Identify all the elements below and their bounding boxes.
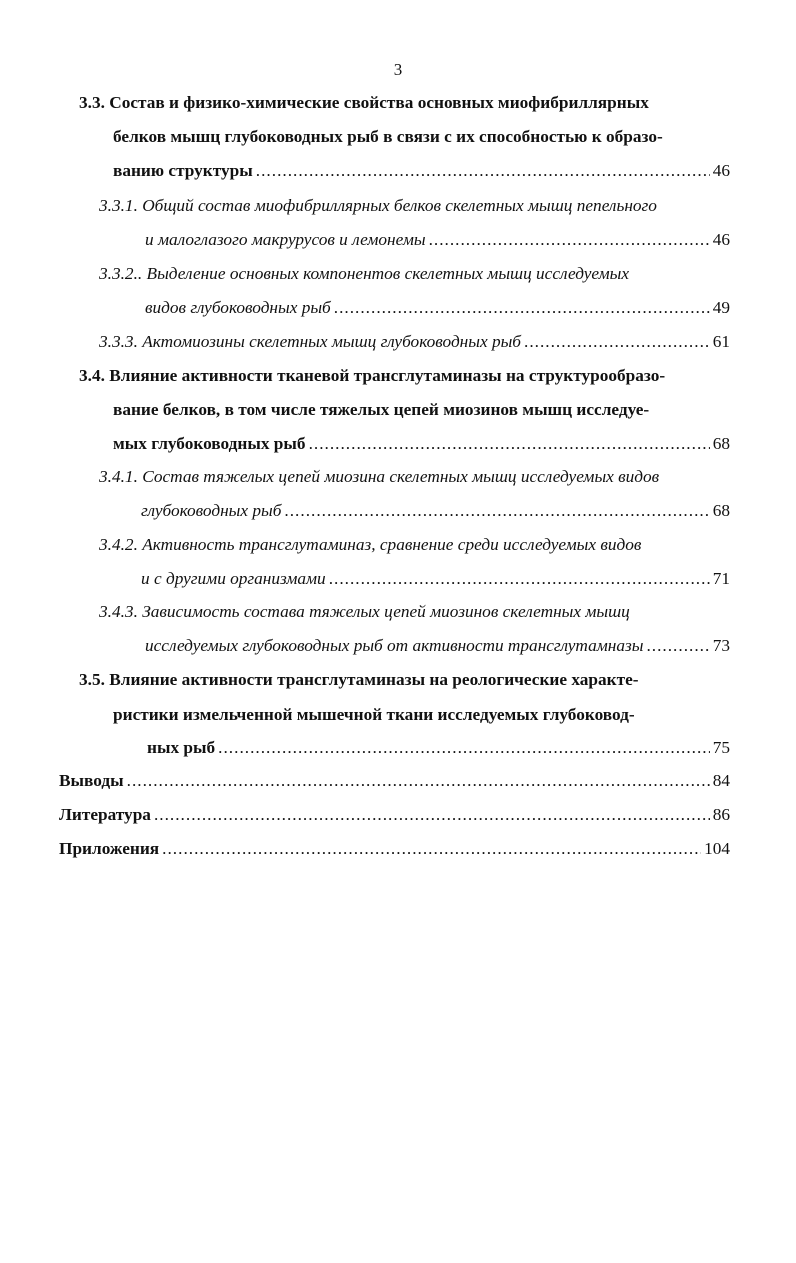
dot-leader — [524, 332, 710, 352]
toc-entry-appendices-title: Приложения — [59, 839, 160, 858]
toc-heading-3-4-1-line1: 3.4.1. Состав тяжелых цепей миозина скелетных мышц исследуемых видов — [99, 467, 660, 486]
toc-entry-conclusions[interactable] — [59, 771, 730, 791]
toc-entry-3-4-3-page: 73 — [712, 636, 730, 655]
dot-leader — [256, 161, 710, 181]
toc-entry-3-4-3-title: исследуемых глубоководных рыб от активности трансглутамназы — [145, 636, 644, 655]
toc-entry-3-3[interactable] — [113, 161, 730, 181]
toc-entry-3-3-1-title: и малоглазого макрурусов и лемонемы — [145, 230, 426, 249]
toc-entry-3-3-page: 46 — [712, 161, 730, 180]
toc-entry-3-5-title: ных рыб — [147, 738, 216, 757]
toc-entry-conclusions-title: Выводы — [59, 771, 124, 790]
dot-leader — [646, 636, 709, 656]
toc-heading-3-4-2-line1: 3.4.2. Активность трансглутаминаз, сравнение среди исследуемых видов — [99, 535, 642, 554]
toc-heading-3-3-line2: белков мышц глубоководных рыб в связи с их способностью к образо- — [113, 127, 663, 146]
dot-leader — [162, 839, 701, 859]
toc-heading-3-4-line2: вание белков, в том числе тяжелых цепей миозинов мышц исследуе- — [113, 400, 650, 419]
toc-entry-3-4-3[interactable] — [145, 636, 730, 656]
toc-heading-3-5-line2: ристики измельченной мышечной ткани исследуемых глубоковод- — [113, 705, 635, 724]
toc-entry-3-3-3[interactable] — [99, 332, 730, 352]
toc-entry-3-4-1[interactable] — [141, 501, 730, 521]
dot-leader — [429, 230, 710, 250]
toc-entry-3-4[interactable] — [113, 434, 730, 454]
toc-entry-3-3-1[interactable] — [145, 230, 730, 250]
toc-entry-3-4-page: 68 — [712, 434, 730, 453]
dot-leader — [329, 569, 710, 589]
toc-entry-3-5[interactable] — [147, 738, 730, 758]
toc-heading-3-5-line1: 3.5. Влияние активности трансглутаминазы на реологические характе- — [79, 670, 639, 689]
toc-entry-3-4-1-title: глубоководных рыб — [141, 501, 282, 520]
dot-leader — [334, 298, 710, 318]
dot-leader — [127, 771, 710, 791]
toc-entry-3-3-2[interactable] — [145, 298, 730, 318]
toc-entry-3-3-1-page: 46 — [712, 230, 730, 249]
toc-entry-3-3-2-title: видов глубоководных рыб — [145, 298, 331, 317]
toc-entry-literature-page: 86 — [712, 805, 730, 824]
dot-leader — [154, 805, 710, 825]
toc-entry-3-3-2-page: 49 — [712, 298, 730, 317]
dot-leader — [284, 501, 709, 521]
toc-heading-3-3-2-line1: 3.3.2.. Выделение основных компонентов скелетных мышц исследуемых — [99, 264, 630, 283]
toc-entry-3-3-title: ванию структуры — [113, 161, 253, 180]
toc-entry-3-4-title: мых глубоководных рыб — [113, 434, 306, 453]
toc-entry-3-3-3-page: 61 — [712, 332, 730, 351]
toc-entry-appendices[interactable] — [59, 839, 730, 859]
page-number: 3 — [393, 60, 403, 79]
toc-heading-3-4-line1: 3.4. Влияние активности тканевой трансглутаминазы на структурообразо- — [79, 366, 666, 385]
toc-entry-3-4-2-title: и с другими организмами — [141, 569, 326, 588]
dot-leader — [218, 738, 710, 758]
dot-leader — [309, 434, 710, 454]
toc-entry-literature-title: Литература — [59, 805, 151, 824]
toc-entry-3-4-2-page: 71 — [712, 569, 730, 588]
toc-entry-3-4-2[interactable] — [141, 569, 730, 589]
toc-heading-3-3-1-line1: 3.3.1. Общий состав миофибриллярных белков скелетных мышц пепельного — [99, 196, 657, 215]
toc-entry-3-5-page: 75 — [712, 738, 730, 757]
toc-entry-appendices-page: 104 — [704, 839, 730, 858]
toc-entry-3-3-3-title: 3.3.3. Актомиозины скелетных мышц глубоководных рыб — [99, 332, 521, 351]
toc-entry-3-4-1-page: 68 — [712, 501, 730, 520]
toc-heading-3-3-line1: 3.3. Состав и физико-химические свойства основных миофибриллярных — [79, 93, 649, 112]
toc-heading-3-4-3-line1: 3.4.3. Зависимость состава тяжелых цепей миозинов скелетных мышц — [99, 602, 630, 621]
toc-entry-literature[interactable] — [59, 805, 730, 825]
toc-entry-conclusions-page: 84 — [712, 771, 730, 790]
